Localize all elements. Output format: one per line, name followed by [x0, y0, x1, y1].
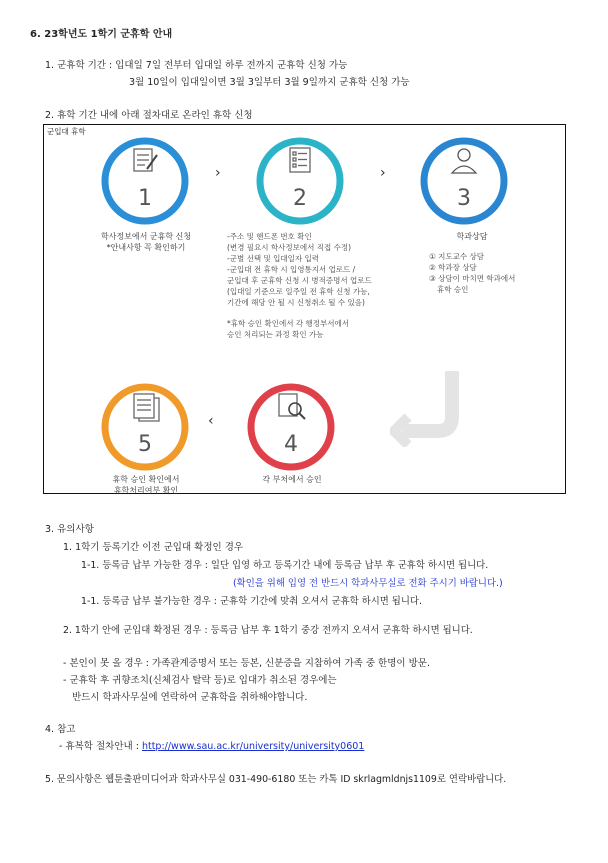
contact-line: 5. 문의사항은 웹툰출판미디어과 학과사무실 031-490-6180 또는 카톡 ID skrlagmldnjs1109로 연락바랍니다.: [45, 774, 507, 785]
step-3-desc-line: ③ 상담이 마치면 학과에서: [429, 274, 516, 283]
step-4-desc: 각 부처에서 승인: [262, 475, 322, 484]
return-arrow-icon: [390, 365, 480, 447]
step-2-desc-line: -군별 선택 및 입대일자 입력: [227, 254, 319, 263]
step-5-number: 5: [138, 432, 152, 457]
notes-item-1: 1. 1학기 등록기간 이전 군입대 확정인 경우: [63, 542, 244, 553]
step-2-desc-line: *휴학 승인 확인에서 각 행정부서에서: [227, 319, 349, 328]
step-2-desc-line: -군입대 전 휴학 시 입영통지서 업로드 /: [227, 265, 356, 274]
step-5-desc: [92, 474, 200, 496]
step-3-desc-line: 휴학 승인: [437, 285, 469, 294]
period-line-2: 3월 10일이 입대일이면 3월 3일부터 3월 9일까지 군휴학 신청 가능: [129, 77, 410, 88]
box-corner-label: 군입대 휴학: [47, 127, 86, 136]
step-2-desc-line: 승인 처리되는 과정 확인 가능: [227, 330, 324, 339]
step-2-number: 2: [293, 186, 307, 211]
notes-heading: 3. 유의사항: [45, 524, 94, 535]
procedure-heading: 2. 휴학 기간 내에 아래 절차대로 온라인 휴학 신청: [45, 110, 253, 121]
step-2-desc-line: 군입대 후 군휴학 신청 시 병적증명서 업로드: [227, 276, 372, 285]
step-2-desc-line: 기간에 해당 안 될 시 신청취소 될 수 있음): [227, 298, 365, 307]
step-3-title: 학과상담: [456, 232, 488, 241]
step-3-desc-line: ② 학과장 상담: [429, 263, 477, 272]
step-3-desc: [429, 251, 515, 295]
step-4-circle: [245, 381, 337, 473]
reference-line: [59, 738, 364, 752]
arrow-right-2: ›: [380, 165, 386, 181]
step-2-desc-line: (입대일 기준으로 일주일 전 휴학 신청 가능,: [227, 287, 370, 296]
notes-extra-2: - 군휴학 후 귀향조치(신체검사 탈락 등)로 입대가 취소된 경우에는: [63, 675, 337, 686]
arrow-left: ‹: [208, 413, 214, 429]
step-3-desc-line: ① 지도교수 상담: [429, 252, 484, 261]
notes-item-2: 2. 1학기 안에 군입대 확정된 경우 : 등록금 납부 후 1학기 중강 전까지 오셔서 군휴학 하시면 됩니다.: [63, 625, 473, 636]
spacer: [227, 308, 372, 318]
step-2-desc-line: -주소 및 핸드폰 번호 확인: [227, 232, 312, 241]
step-2-desc-line: (변경 필요시 학사정보에서 직접 수정): [227, 243, 352, 252]
step-1-desc: [92, 231, 200, 253]
step-5-desc-line: 휴학처리여부 확인: [113, 486, 179, 495]
notes-item-1-2: 1-1. 등록금 납부 불가능한 경우 : 군휴학 기간에 맞춰 오셔서 군휴학 하시면 됩니다.: [81, 596, 422, 607]
notes-extra-3: 반드시 학과사무실에 연락하여 군휴학을 취하해야합니다.: [72, 692, 308, 703]
step-4-number: 4: [284, 432, 298, 457]
step-1-desc-line: *안내사항 꼭 확인하기: [106, 243, 186, 252]
notes-item-1-1-note: (확인을 위해 입영 전 반드시 학과사무실로 전화 주시기 바랍니다.): [233, 578, 503, 589]
reference-link[interactable]: http://www.sau.ac.kr/university/university0601: [141, 741, 365, 752]
notes-item-1-1: 1-1. 등록금 납부 가능한 경우 : 일단 입영 하고 등록기간 내에 등록금 납부 후 군휴학 하시면 됩니다.: [81, 560, 489, 571]
step-1-number: 1: [138, 186, 152, 211]
procedure-box: [43, 124, 566, 494]
step-2-desc: [227, 231, 372, 340]
period-line-1: 1. 군휴학 기간 : 입대일 7일 전부터 입대일 하루 전까지 군휴학 신청 가능: [45, 60, 348, 71]
step-1-desc-line: 학사정보에서 군휴학 신청: [100, 232, 192, 241]
step-2-circle: [254, 135, 346, 227]
page-title: 6. 23학년도 1학기 군휴학 안내: [30, 29, 173, 40]
reference-heading: 4. 참고: [45, 724, 76, 735]
step-3-number: 3: [457, 186, 471, 211]
step-5-desc-line: 휴학 승인 확인에서: [112, 475, 180, 484]
arrow-right-1: ›: [215, 165, 221, 181]
reference-label: - 휴복학 절차안내 :: [59, 741, 142, 752]
step-5-circle: [99, 381, 191, 473]
notes-extra-1: - 본인이 못 올 경우 : 가족관계증명서 또는 등본, 신분증을 지참하여 가족 중 한명이 방문.: [63, 658, 430, 669]
step-3-circle: [418, 135, 510, 227]
step-1-circle: [99, 135, 191, 227]
